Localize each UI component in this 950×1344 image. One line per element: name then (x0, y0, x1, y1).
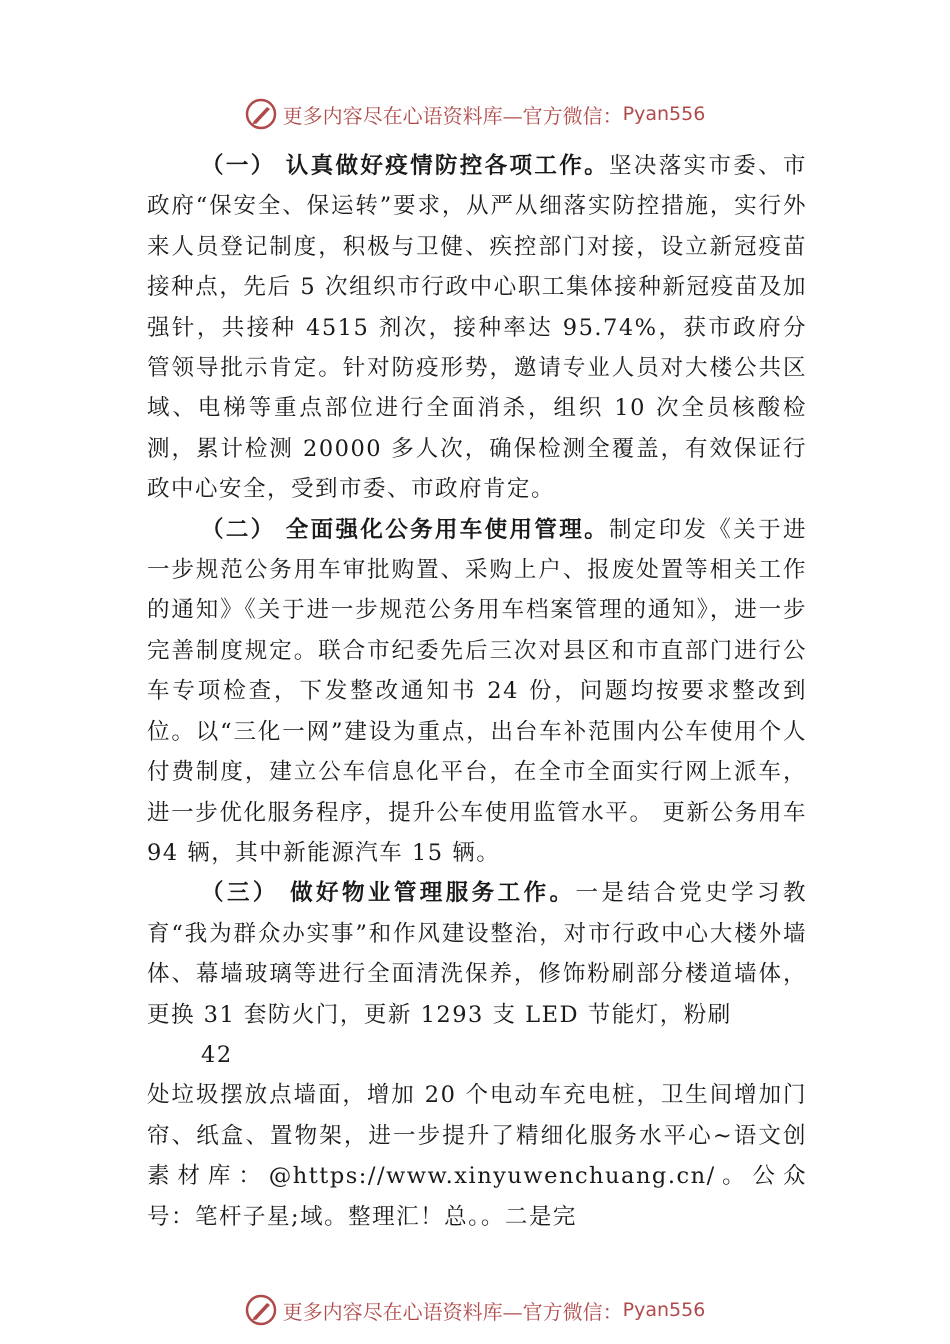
paragraph-1-heading: （一） 认真做好疫情防控各项工作。 (201, 153, 609, 179)
banner-text: 更多内容尽在心语资料库—官方微信： (282, 1299, 623, 1324)
footer-banner (0, 1286, 950, 1334)
banner-text: 更多内容尽在心语资料库—官方微信： (282, 103, 623, 128)
page-number: 42 (201, 1041, 233, 1068)
paragraph-3 (147, 873, 807, 1075)
banner-wechat-id: Pyan556 (622, 103, 706, 125)
brush-logo-icon (245, 98, 277, 130)
paragraph-2-body: 制定印发《关于进一步规范公务用车审批购置、采购上户、报废处置等相关工作的通知》《关于进一步规范公务用车档案管理的通知》，进一步完善制度规定。联合市纪委先后三次对县区和市直部门进行公车专项检查，下发整改通知书 24 份，问题均按要求整改到位。以“三化一网”建设为重点，出台车补范围内公车使用个人付费制度，建立公车信息化平台，在全市全面实行网上派车，进一步优化服务程序，提升公车使用监管水平。 更新公务用车 94 辆，其中新能源汽车 15 辆。 (147, 516, 807, 866)
header-banner (0, 90, 950, 138)
document-body (147, 146, 807, 1237)
paragraph-3-heading: （三） 做好物业管理服务工作。 (201, 880, 576, 907)
paragraph-1-body: 坚决落实市委、市政府“保安全、保运转”要求，从严从细落实防控措施，实行外来人员登记制度，积极与卫健、疾控部门对接，设立新冠疫苗接种点，先后 5 次组织市行政中心职工集体接种新冠疫苗及加强针，共接种 4515 剂次，接种率达 95.74%，获市政府分管领导批示肯定。针对防疫形势，邀请专业人员对大楼公共区域、电梯等重点部位进行全面消杀，组织 10 次全员核酸检测，累计检测 20000 多人次，确保检测全覆盖，有效保证行政中心安全，受到市委、市政府肯定。 (147, 153, 807, 503)
banner-wechat-id: Pyan556 (622, 1299, 706, 1321)
paragraph-2-heading: （二） 全面强化公务用车使用管理。 (201, 516, 609, 543)
continuation-paragraph: 处垃圾摆放点墙面，增加 20 个电动车充电桩，卫生间增加门帘、纸盒、置物架，进一步提升了精细化服务水平心~语文创素材库：@https://www.xinyuwenchuang.cn/。公众号：笔杆子星;域。整理汇！总。。二是完 (147, 1082, 807, 1230)
brush-logo-icon (245, 1294, 277, 1326)
paragraph-1 (147, 146, 807, 510)
paragraph-2 (147, 510, 807, 874)
paragraph-3-body: 一是结合党史学习教育“我为群众办实事”和作风建设整治，对市行政中心大楼外墙体、幕墙玻璃等进行全面清洗保养，修饰粉刷部分楼道墙体，更换 31 套防火门，更新 1293 支 LED 节能灯，粉刷 (147, 880, 807, 1028)
